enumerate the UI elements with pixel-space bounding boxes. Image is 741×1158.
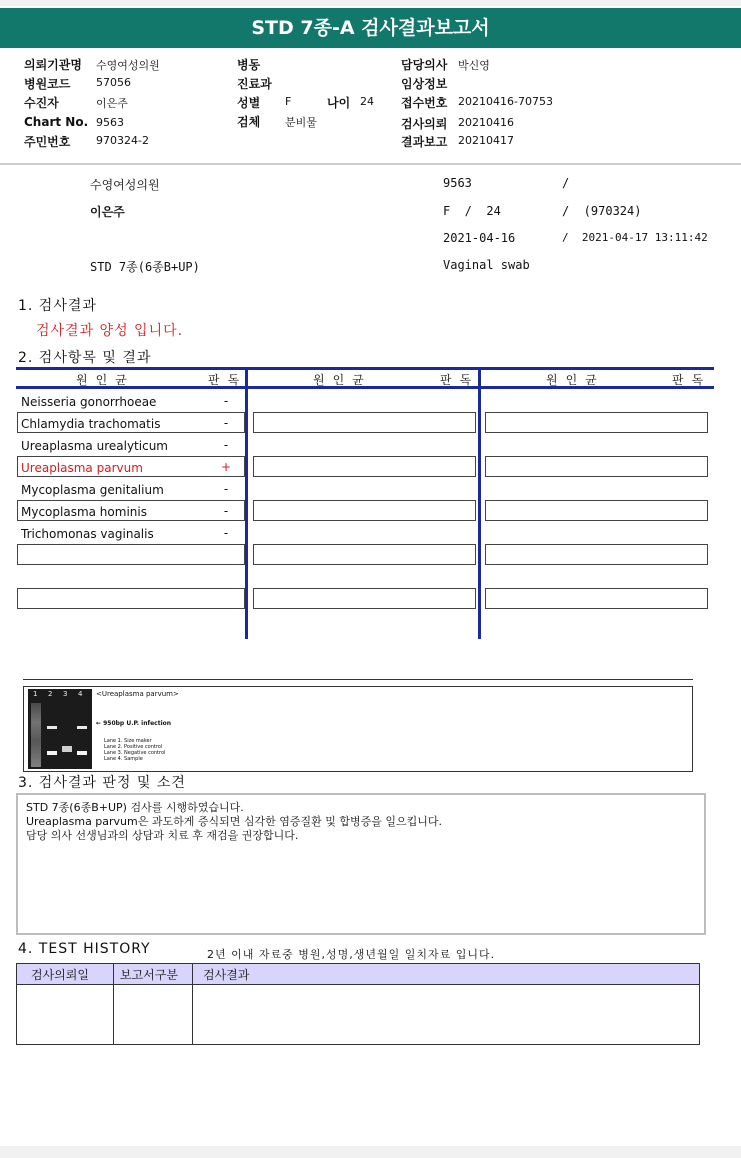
table-divider-1 bbox=[245, 367, 248, 639]
history-cell bbox=[17, 985, 114, 1045]
header-organism-2: 원인균 bbox=[313, 373, 372, 387]
opinion-line: STD 7종(6종B+UP) 검사를 시행하였습니다. bbox=[26, 801, 244, 814]
primer-band bbox=[47, 751, 57, 755]
institution-label: 의뢰기관명 bbox=[24, 58, 82, 72]
summary-slash: / bbox=[562, 176, 570, 190]
specimen-label: 검체 bbox=[237, 115, 261, 129]
hospital-code-label: 병원코드 bbox=[24, 77, 71, 91]
summary-specimen: Vaginal swab bbox=[443, 258, 530, 272]
organism-name: Trichomonas vaginalis bbox=[21, 527, 154, 541]
row-box bbox=[253, 412, 476, 433]
patient-label: 수진자 bbox=[24, 96, 59, 110]
dept-label: 진료과 bbox=[237, 77, 272, 91]
lane-number: 2 bbox=[48, 690, 53, 698]
row-box bbox=[485, 544, 708, 565]
opinion-line: 담당 의사 선생님과의 상담과 치료 후 재검을 권장합니다. bbox=[26, 829, 299, 842]
patient-value: 이은주 bbox=[96, 97, 128, 110]
history-cell bbox=[114, 985, 193, 1045]
report-date-label: 결과보고 bbox=[401, 135, 448, 149]
resident-no-label: 주민번호 bbox=[24, 135, 71, 149]
specimen-value: 분비물 bbox=[285, 116, 317, 129]
gel-result-frame bbox=[23, 686, 693, 772]
doctor-value: 박신영 bbox=[458, 59, 490, 72]
organism-result: - bbox=[223, 416, 229, 430]
header-judge-3: 판독 bbox=[672, 373, 712, 387]
lane-number: 1 bbox=[33, 690, 38, 698]
organism-result: - bbox=[223, 394, 229, 408]
primer-band bbox=[77, 751, 87, 755]
summary-request-date: 2021-04-16 bbox=[443, 231, 516, 245]
history-header-request-date: 검사의뢰일 bbox=[17, 964, 114, 985]
row-box bbox=[253, 544, 476, 565]
gel-legend-item: Lane 3. Negative control bbox=[104, 750, 166, 756]
organism-result: - bbox=[223, 482, 229, 496]
gel-legend-item: Lane 4. Sample bbox=[104, 756, 143, 762]
summary-birth: / (970324) bbox=[562, 204, 642, 218]
history-header-result: 검사결과 bbox=[193, 964, 700, 985]
gel-legend-item: Lane 2. Positive control bbox=[104, 744, 163, 750]
chart-no-label: Chart No. bbox=[24, 115, 89, 129]
row-box bbox=[253, 456, 476, 477]
lane-number: 4 bbox=[78, 690, 83, 698]
gel-legend-item: Lane 1. Size maker bbox=[104, 738, 152, 744]
gel-title: <Ureaplasma parvum> bbox=[96, 690, 179, 698]
summary-test: STD 7종(6종B+UP) bbox=[90, 260, 200, 274]
summary-chart: 9563 bbox=[443, 176, 472, 190]
history-cell bbox=[193, 985, 700, 1045]
row-box bbox=[17, 544, 245, 565]
opinion-line: Ureaplasma parvum은 과도하게 증식되면 심각한 염증질환 및 합병증을 일으킵니다. bbox=[26, 815, 442, 828]
sex-value: F bbox=[285, 95, 292, 108]
positive-result-text: 검사결과 양성 입니다. bbox=[36, 323, 184, 339]
summary-hospital: 수영여성의원 bbox=[90, 178, 160, 192]
summary-name: 이은주 bbox=[90, 205, 125, 219]
request-date-value: 20210416 bbox=[458, 116, 514, 129]
ladder-band bbox=[31, 703, 41, 767]
clinical-info-label: 임상정보 bbox=[401, 77, 448, 91]
receipt-no-label: 접수번호 bbox=[401, 96, 448, 110]
top-strip bbox=[0, 0, 741, 6]
sample-band bbox=[77, 726, 87, 729]
summary-report-datetime: / 2021-04-17 13:11:42 bbox=[562, 231, 708, 244]
organism-result: - bbox=[223, 526, 229, 540]
table-top-line bbox=[16, 367, 714, 370]
age-label: 나이 bbox=[327, 96, 351, 110]
organism-result: - bbox=[223, 438, 229, 452]
row-box bbox=[485, 500, 708, 521]
institution-value: 수영여성의원 bbox=[96, 59, 160, 72]
organism-result-positive: + bbox=[220, 460, 232, 474]
section-1-title: 1. 검사결과 bbox=[18, 298, 97, 314]
primer-band bbox=[62, 746, 72, 752]
history-table bbox=[16, 963, 700, 1045]
organism-name: Ureaplasma urealyticum bbox=[21, 439, 168, 453]
row-box bbox=[485, 588, 708, 609]
gel-band-annotation: ← 950bp U.P. infection bbox=[96, 720, 172, 727]
header-organism-3: 원인균 bbox=[546, 373, 605, 387]
header-judge-1: 판독 bbox=[208, 373, 248, 387]
section-4-title: 4. TEST HISTORY bbox=[18, 941, 151, 957]
gel-top-rule bbox=[23, 679, 693, 680]
organism-name: Chlamydia trachomatis bbox=[21, 417, 161, 431]
row-box bbox=[485, 412, 708, 433]
gel-legend bbox=[104, 738, 165, 762]
header-judge-2: 판독 bbox=[440, 373, 480, 387]
receipt-no-value: 20210416-70753 bbox=[458, 95, 553, 108]
row-box bbox=[17, 588, 245, 609]
organism-name: Mycoplasma hominis bbox=[21, 505, 147, 519]
row-box bbox=[253, 500, 476, 521]
history-note: 2년 이내 자료중 병원,성명,생년월일 일치자료 입니다. bbox=[207, 948, 496, 961]
organism-name: Neisseria gonorrhoeae bbox=[21, 395, 157, 409]
report-title: STD 7종-A 검사결과보고서 bbox=[0, 8, 741, 48]
section-2-title: 2. 검사항목 및 결과 bbox=[18, 350, 152, 366]
organism-name-positive: Ureaplasma parvum bbox=[21, 461, 143, 475]
positive-band bbox=[47, 726, 57, 729]
gel-image bbox=[28, 689, 92, 769]
section-3-title: 3. 검사결과 판정 및 소견 bbox=[18, 775, 186, 791]
summary-sex-age: F / 24 bbox=[443, 204, 501, 218]
lane-number: 3 bbox=[63, 690, 68, 698]
patient-info-block bbox=[0, 48, 741, 165]
organism-name: Mycoplasma genitalium bbox=[21, 483, 164, 497]
ward-label: 병동 bbox=[237, 58, 261, 72]
request-date-label: 검사의뢰 bbox=[401, 117, 448, 131]
row-box bbox=[253, 588, 476, 609]
age-value: 24 bbox=[360, 95, 374, 108]
bottom-strip bbox=[0, 1146, 741, 1158]
history-header-report-type: 보고서구분 bbox=[114, 964, 193, 985]
doctor-label: 담당의사 bbox=[401, 58, 448, 72]
report-date-value: 20210417 bbox=[458, 134, 514, 147]
resident-no-value: 970324-2 bbox=[96, 134, 149, 147]
chart-no-value: 9563 bbox=[96, 116, 124, 129]
hospital-code-value: 57056 bbox=[96, 76, 131, 89]
opinion-box bbox=[16, 793, 706, 935]
table-divider-2 bbox=[478, 367, 481, 639]
organism-result: - bbox=[223, 504, 229, 518]
header-organism-1: 원인균 bbox=[76, 373, 135, 387]
row-box bbox=[485, 456, 708, 477]
sex-label: 성별 bbox=[237, 96, 261, 110]
